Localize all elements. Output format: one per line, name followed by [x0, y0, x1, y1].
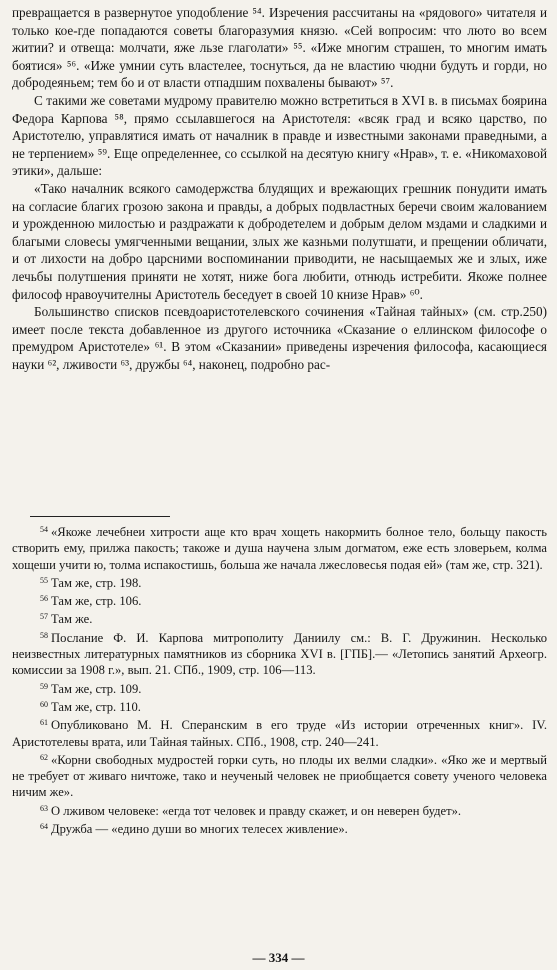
footnote-text: Там же, стр. 198. [51, 575, 142, 590]
footnote [12, 628, 547, 679]
footnote-number: 64 [40, 822, 48, 832]
page-number: — 334 — [252, 950, 305, 965]
paragraph-2: С такими же советами мудрому правителю можно встретиться в XVI в. в письмах боярина Федора Карпова ⁵⁸, прямо ссылавшегося на Аристотеля: «всяк град и всяко царство, по Аристотелю, управлятися имать от началник в правде и известными законами праведными, а не терпением» ⁵⁹. Еще определеннее, со ссылкой на десятую книгу «Нрав», т. е. «Никомаховой этики», дальше: [12, 92, 547, 179]
footnote [12, 819, 547, 837]
footnote-text: Дружба — «едино души во многих телесех живление». [51, 822, 348, 837]
footnote-text: О лживом человеке: «егда тот человек и правду скажет, и он неверен будет». [51, 803, 462, 818]
footnote-number: 61 [40, 718, 48, 728]
footnote [12, 679, 547, 697]
footnote-number: 58 [40, 630, 48, 640]
footnote-text: Там же, стр. 110. [51, 699, 141, 714]
paragraph-1: превращается в развернутое уподобление ⁵⁴. Изречения рассчитаны на «рядового» читателя и только кое-где попадаются советы благоразумия князю. «Сей вопросим: что лютo во всем житии? и отвеща: молчати, яже льзе глаголати» ⁵⁵. «Иже многим страшен, то многим имать боятися» ⁵⁶. «Иже умнии суть властелее, тоснуться, да не властию чюдни будуть и горди, но добродеяньем; тем бо и от власти отпадшим похвалены бывают» ⁵⁷. [12, 5, 547, 91]
footnote [12, 609, 547, 627]
footnote [12, 750, 547, 801]
footnote-number: 62 [40, 752, 48, 762]
footnote-number: 55 [40, 575, 48, 585]
paragraph-4: Большинство списков псевдоаристотелевского сочинения «Тайная тайных» (см. стр.250) имеет после текста добавленное из другого источника «Сказание о еллинском философе о премудром Аристотеле» ⁶¹. В этом «Сказании» приведены изречения философа, касающиеся науки ⁶², лживости ⁶³, дружбы ⁶⁴, наконец, подробно рас- [12, 304, 547, 372]
footnotes [12, 522, 547, 837]
footnote-text: Там же, стр. 109. [51, 681, 142, 696]
footnote [12, 522, 547, 573]
footnote-text: Послание Ф. И. Карпова митрополиту Даниилу см.: В. Г. Дружинин. Несколько неизвестных литературных памятников из сборника XVI в. [ГПБ].— «Летопись занятий Археогр. комиссии за 1908 г.», вып. 21. СПб., 1909, стр. 106—113. [12, 630, 547, 678]
footnote-number: 56 [40, 594, 48, 604]
footnote [12, 573, 547, 591]
footnote-number: 60 [40, 699, 48, 709]
main-text [12, 4, 547, 373]
footnote-text: «Якоже лечебнеи хитрости аще кто врач хощеть накормить болное тело, больщу пакость створить ему, прилжа пакость; такоже и душа научена злым догматом, еже есть зловерьем, колма хощеши учити ю, толма испакостишь, больша же начала лжесловесья подая ей» (там же, стр. 321). [12, 525, 547, 572]
footnote-text: «Корни свободных мудростей горки суть, но плоды их велми сладки». «Яко же и мертвый не требует от живаго ничтоже, тако и неученый человек не приобщается совету ученого человека ничим же». [12, 752, 547, 800]
footnote [12, 591, 547, 609]
footnote [12, 715, 547, 750]
footnote-text: Там же. [51, 612, 93, 627]
footnote-separator [30, 516, 170, 517]
footnote-text: Там же, стр. 106. [51, 594, 142, 609]
footnote [12, 801, 547, 819]
footnote-number: 57 [40, 612, 48, 622]
footnote-number: 63 [40, 803, 48, 813]
footnote-number: 54 [40, 525, 48, 534]
footnote-text: Опубликовано М. Н. Сперанским в его труде «Из истории отреченных книг». IV. Аристотелевы врата, или Тайная тайных. СПб., 1908, стр. 240—241. [12, 718, 547, 749]
quotation-paragraph: «Тако началник всякого самодержства блудящих и врежающих грешник понудити имать на согласие благих грозою закона и правды, а добрых подвластных беречи своим жалованием и урожденною милостью и раздражати к добродетелем и добрым делом мздами и сладкими и благыми словесы умягченными вещании, злых же казньми полутшати, и прещении обличати, и от лихости на добро царсними воспоминании приводити, не насыщаемых же и злых, иже лечьбы полутшения приняти не хотят, ниже бога любити, отнюдь истребити. Якоже полнее философ нравоучителны Аристотель беседует в своей 10 книзе Нрав» ⁶⁰. [12, 180, 547, 302]
footnote [12, 697, 547, 715]
footnote-number: 59 [40, 681, 48, 691]
